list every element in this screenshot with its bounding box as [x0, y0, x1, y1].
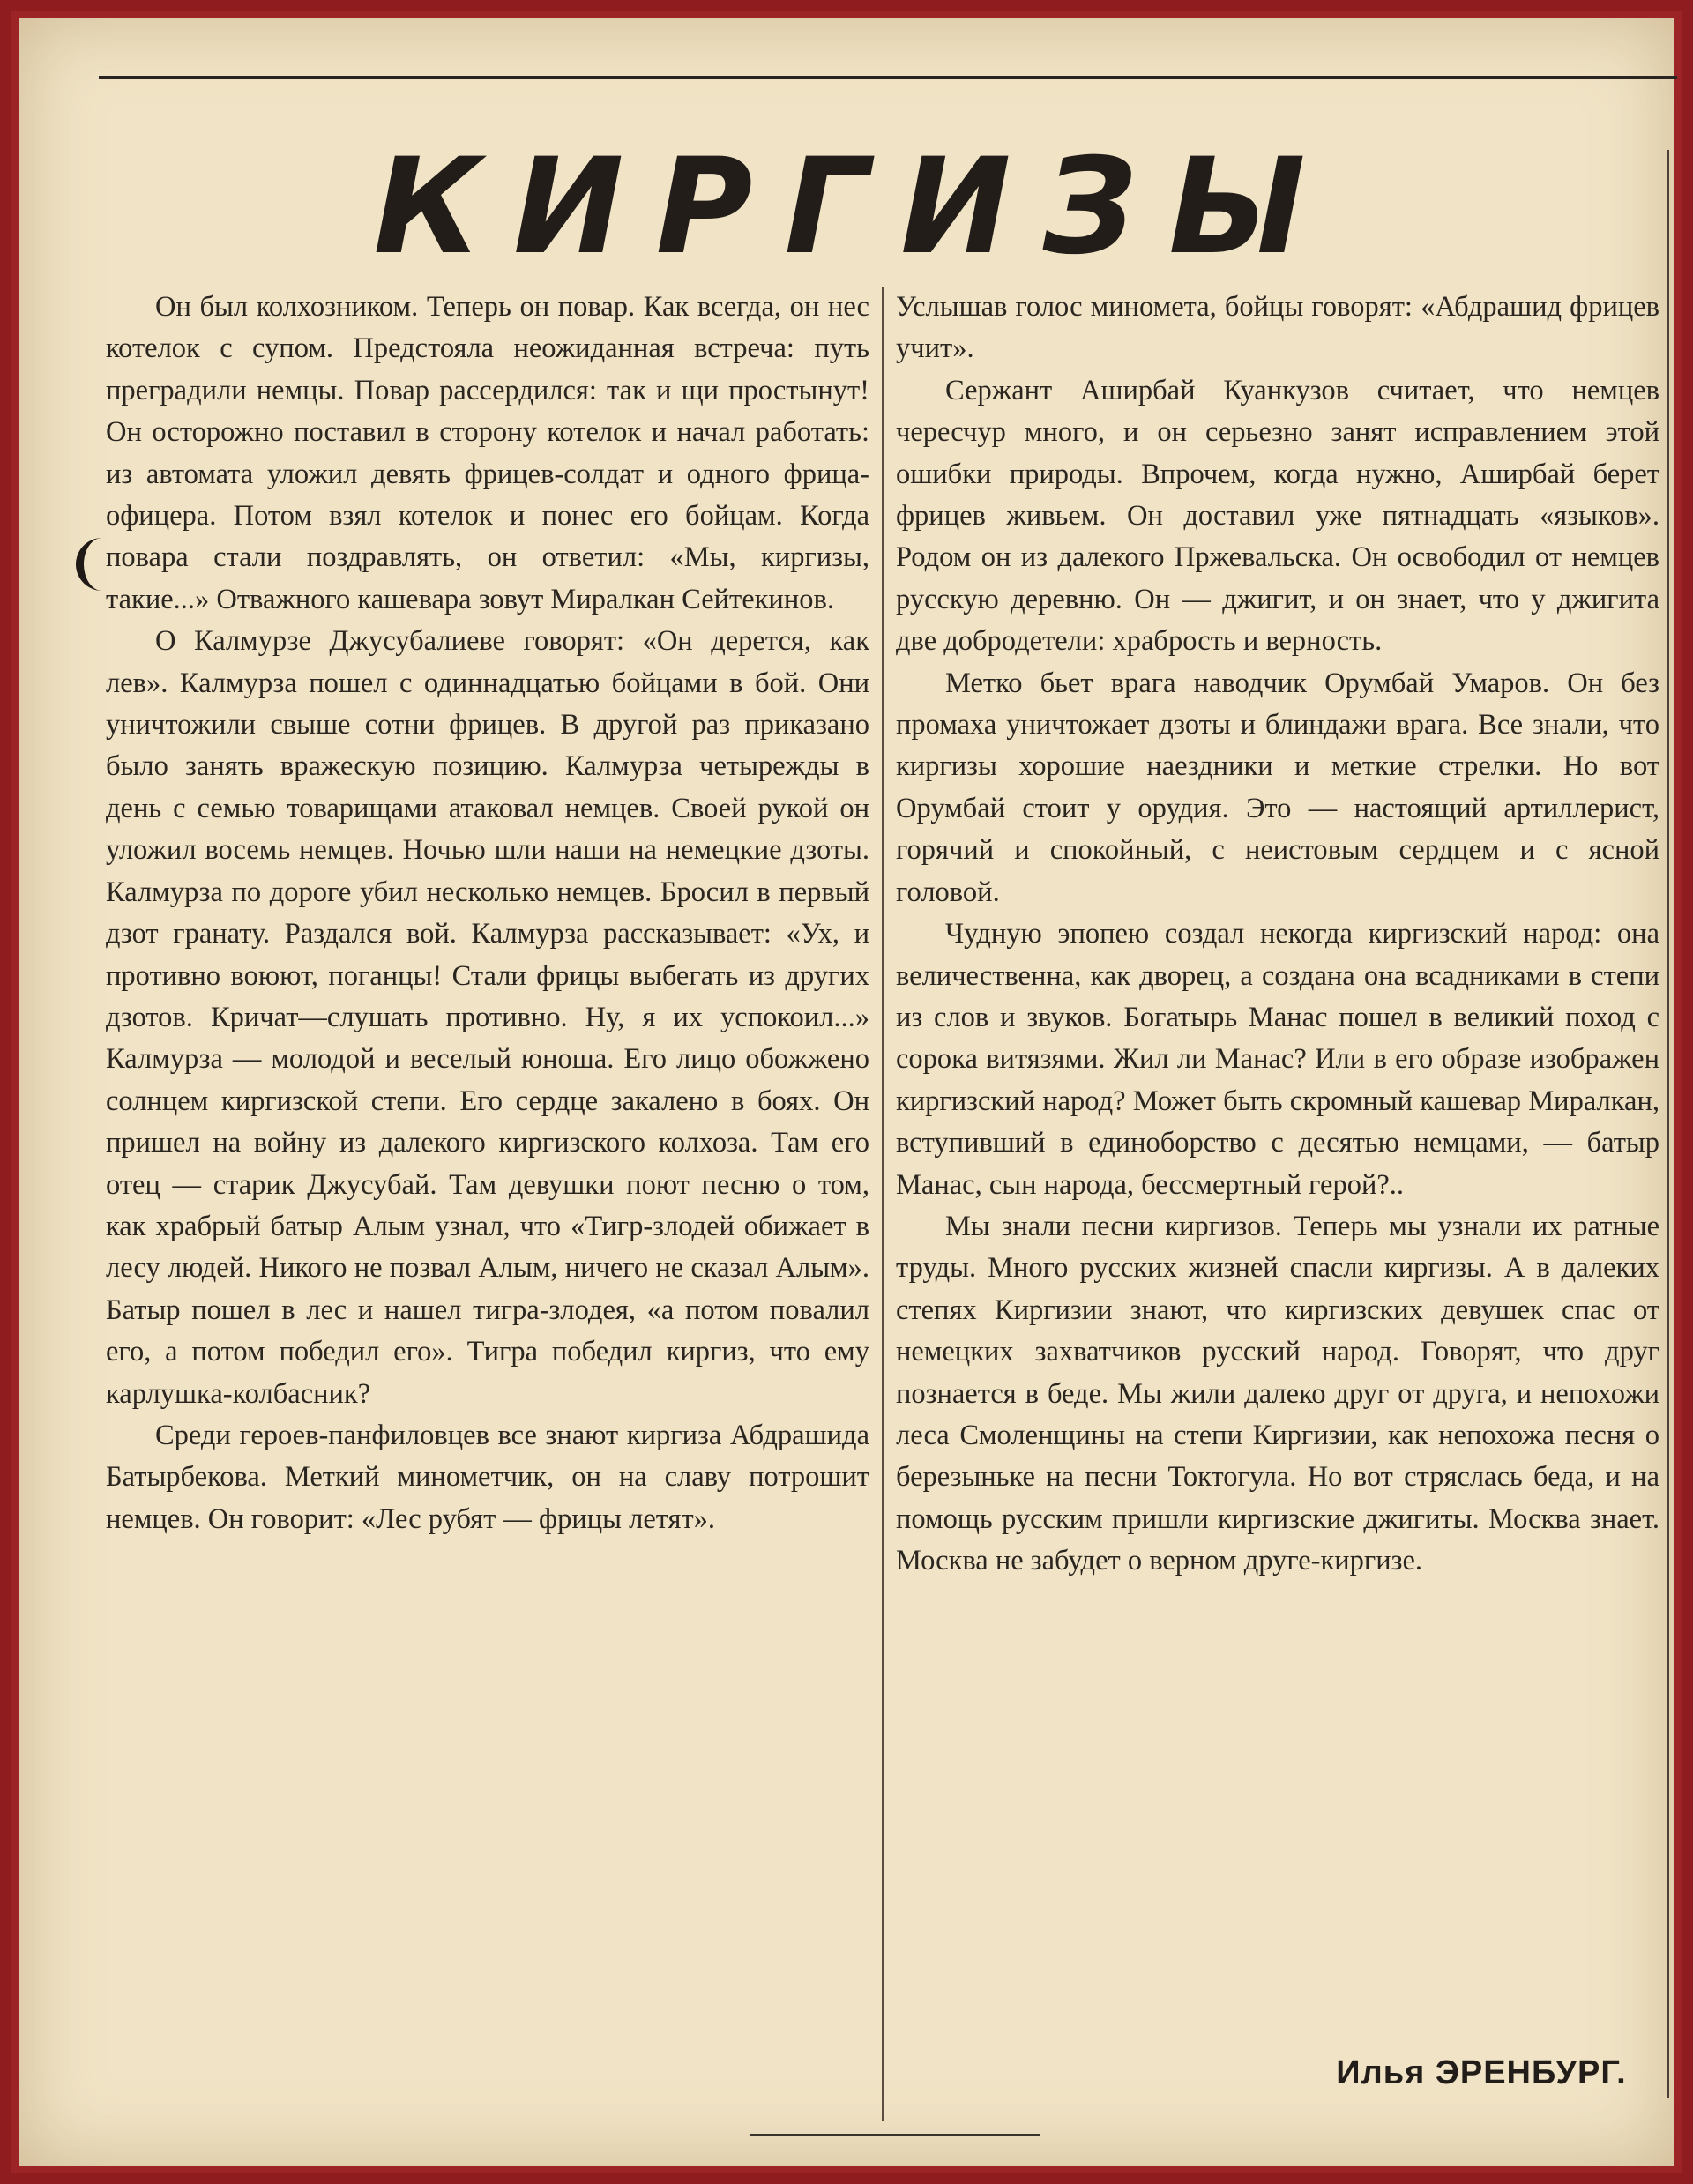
paragraph: Услышав голос миномета, бойцы говорят: «Абдрашид фрицев учит».: [896, 291, 1659, 365]
column-divider: [882, 287, 884, 2121]
paragraph: О Калмурзе Джусубалиеве говорят: «Он дерется, как лев». Калмурза пошел с одиннадцатью бойцами в бой. Они уничтожили свыше сотни фрицев. В другой раз приказано было занять вражескую позицию. Калмурза четырежды в день с семью товарищами атаковал немцев. Своей рукой он уложил восемь немцев. Ночью шли наши на немецкие дзоты. Калмурза по дороге убил несколько немцев. Бросил в первый дзот гранату. Раздался вой. Калмурза рассказывает: «Ух, и противно воюют, поганцы! Стали фрицы выбегать из других дзотов. Кричат—слушать противно. Ну, я их успокоил...» Калмурза — молодой и веселый юноша. Его лицо обожжено солнцем киргизской степи. Его сердце закалено в боях. Он пришел на войну из далекого киргизского колхоза. Там его отец — старик Джусубай. Там девушки поют песню о том, как храбрый батыр Алым узнал, что «Тигр-злодей обижает в лесу людей. Никого не позвал Алым, ничего не сказал Алым». Батыр пошел в лес и нашел тигра-злодея, «а потом повалил его, а потом победил его». Тигра победил киргиз, что ему карлушка-колбасник?: [106, 625, 869, 1410]
end-rule: [750, 2134, 1040, 2136]
paragraph: Сержант Аширбай Куанкузов считает, что немцев чересчур много, и он серьезно занят исправлением этой ошибки природы. Впрочем, когда нужно, Аширбай берет фрицев живьем. Он доставил уже пятнадцать «языков». Родом он из далекого Пржевальска. Он освободил от немцев русскую деревню. Он — джигит, и он знает, что у джигита две добродетели: храбрость и верность.: [896, 374, 1659, 658]
paragraph: Метко бьет врага наводчик Орумбай Умаров. Он без промаха уничтожает дзоты и блиндажи врага. Все знали, что киргизы хорошие наездники и меткие стрелки. Но вот Орумбай стоит у орудия. Это — настоящий артиллерист, горячий и спокойный, с неистовым сердцем и с ясной головой.: [896, 667, 1659, 908]
right-rule: [1667, 150, 1669, 2098]
paragraph: Он был колхозником. Теперь он повар. Как всегда, он нес котелок с супом. Предстояла неожиданная встреча: путь преградили немцы. Повар рассердился: так и щи простынут! Он осторожно поставил в сторону котелок и начал работать: из автомата уложил девять фрицев-солдат и одного фрица-офицера. Потом взял котелок и понес его бойцам. Когда повара стали поздравлять, он ответил: «Мы, киргизы, такие...» Отважного кашевара зовут Миралкан Сейтекинов.: [106, 291, 869, 615]
paragraph: Среди героев-панфиловцев все знают киргиза Абдрашида Батырбекова. Меткий минометчик, он на славу потрошит немцев. Он говорит: «Лес рубят — фрицы летят».: [106, 1419, 869, 1535]
headline: КИРГИЗЫ: [373, 130, 1338, 284]
author-signature: Илья ЭРЕНБУРГ.: [1336, 2054, 1627, 2091]
column-left: [106, 287, 869, 1540]
column-right: [896, 287, 1659, 1583]
paragraph: Мы знали песни киргизов. Теперь мы узнали их ратные труды. Много русских жизней спасли киргизы. А в далеких степях Киргизии знают, что киргизских девушек спас от немецких захватчиков русский народ. Говорят, что друг познается в беде. Мы жили далеко друг от друга, и непохожи леса Смоленщины на степи Киргизии, как непохожа песня о березыньке на песни Токтогула. Но вот стряслась беда, и на помощь русским пришли киргизские джигиты. Москва знает. Москва не забудет о верном друге-киргизе.: [896, 1210, 1659, 1577]
paragraph: Чудную эпопею создал некогда киргизский народ: она величественна, как дворец, а создана она всадниками в степи из слов и звуков. Богатырь Манас пошел в великий поход с сорока витязями. Жил ли Манас? Или в его образе изображен киргизский народ? Может быть скромный кашевар Миралкан, вступивший в единоборство с десятью немцами, — батыр Манас, сын народа, бессмертный герой?..: [896, 918, 1659, 1201]
top-rule: [99, 76, 1677, 79]
